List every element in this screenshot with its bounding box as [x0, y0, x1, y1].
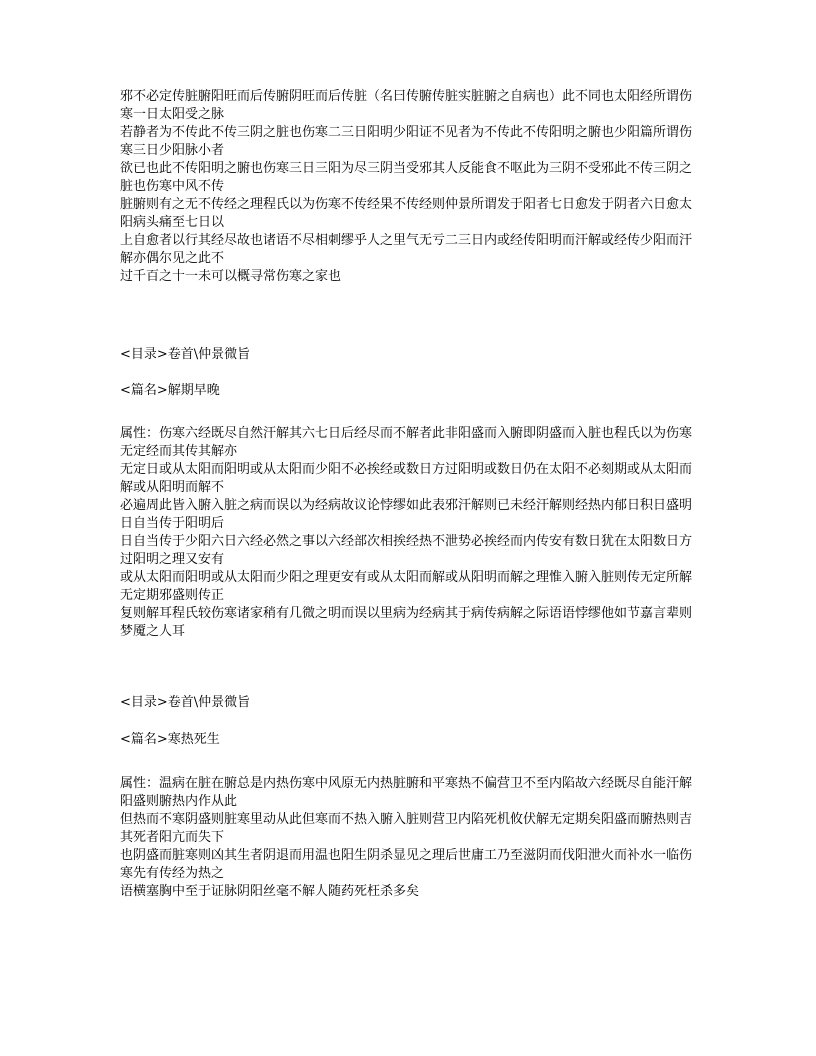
paragraph: 属性：温病在脏在腑总是内热伤寒中风原无内热脏腑和平寒热不偏营卫不至内陷故六经既尽自能汗解阳盛则腑热内作从此 [120, 776, 693, 809]
paragraph: 欲已也此不传阳明之腑也伤寒三日三阳为尽三阴当受邪其人反能食不呕此为三阴不受邪此不传三阴之脏也伤寒中风不传 [120, 161, 693, 194]
section-2-body [120, 425, 700, 641]
paragraph: 必遍周此皆入腑入脏之病而误以为经病故议论悖缪如此表邪汗解则已未经汗解则经热内郁日积日盛明日自当传于阳明后 [120, 498, 693, 531]
chapter-title: <篇名>解期早晚 [120, 383, 220, 398]
paragraph: 或从太阳而阳明或从太阳而少阳之理更安有或从太阳而解或从阳明而解之理惟入腑入脏则传无定所解无定期邪盛则传正 [120, 570, 693, 603]
paragraph: 但热而不寒阴盛则脏寒里动从此但寒而不热入腑入脏则营卫内陷死机攸伏解无定期矣阳盛而腑热则吉其死者阳亢而失下 [120, 812, 693, 845]
paragraph: 日自当传于少阳六日六经必然之事以六经部次相挨经热不泄势必挨经而内传安有数日犹在太阳数日方过阳明之理又安有 [120, 534, 693, 567]
paragraph: 过千百之十一未可以概寻常伤寒之家也 [120, 269, 342, 284]
section-1-body [120, 88, 700, 286]
toc-heading: <目录>卷首\仲景微旨 [120, 695, 251, 710]
paragraph: 复则解耳程氏较伤寒诸家稍有几微之明而误以里病为经病其于病传病解之际语语悖缪他如节嘉言辈则梦魇之人耳 [120, 606, 693, 639]
paragraph: 无定日或从太阳而阳明或从太阳而少阳不必挨经或数日方过阳明或数日仍在太阳不必刻期或从太阳而解或从阳明而解不 [120, 462, 693, 495]
paragraph: 脏腑则有之无不传经之理程氏以为伤寒不传经果不传经则仲景所谓发于阳者七日愈发于阴者六日愈太阳病头痛至七日以 [120, 197, 693, 230]
paragraph: 也阴盛而脏寒则凶其生者阴退而用温也阳生阴杀显见之理后世庸工乃至滋阴而伐阳泄火而补水一临伤寒先有传经为热之 [120, 848, 693, 881]
chapter-title: <篇名>寒热死生 [120, 732, 220, 747]
paragraph: 语横塞胸中至于证脉阴阳丝毫不解人随药死枉杀多矣 [120, 884, 420, 899]
section-3-body [120, 775, 700, 901]
paragraph: 属性：伤寒六经既尽自然汗解其六七日后经尽而不解者此非阳盛而入腑即阴盛而入脏也程氏以为伤寒无定经而其传其解亦 [120, 426, 693, 459]
toc-heading: <目录>卷首\仲景微旨 [120, 347, 251, 362]
paragraph: 上自愈者以行其经尽故也诸语不尽相刺缪乎人之里气无亏二三日内或经传阳明而汗解或经传少阳而汗解亦偶尔见之此不 [120, 233, 693, 266]
paragraph: 邪不必定传脏腑阳旺而后传腑阴旺而后传脏（名曰传腑传脏实脏腑之自病也）此不同也太阳经所谓伤寒一日太阳受之脉 [120, 89, 693, 122]
paragraph: 若静者为不传此不传三阴之脏也伤寒二三日阳明少阳证不见者为不传此不传阳明之腑也少阳篇所谓伤寒三日少阳脉小者 [120, 125, 693, 158]
